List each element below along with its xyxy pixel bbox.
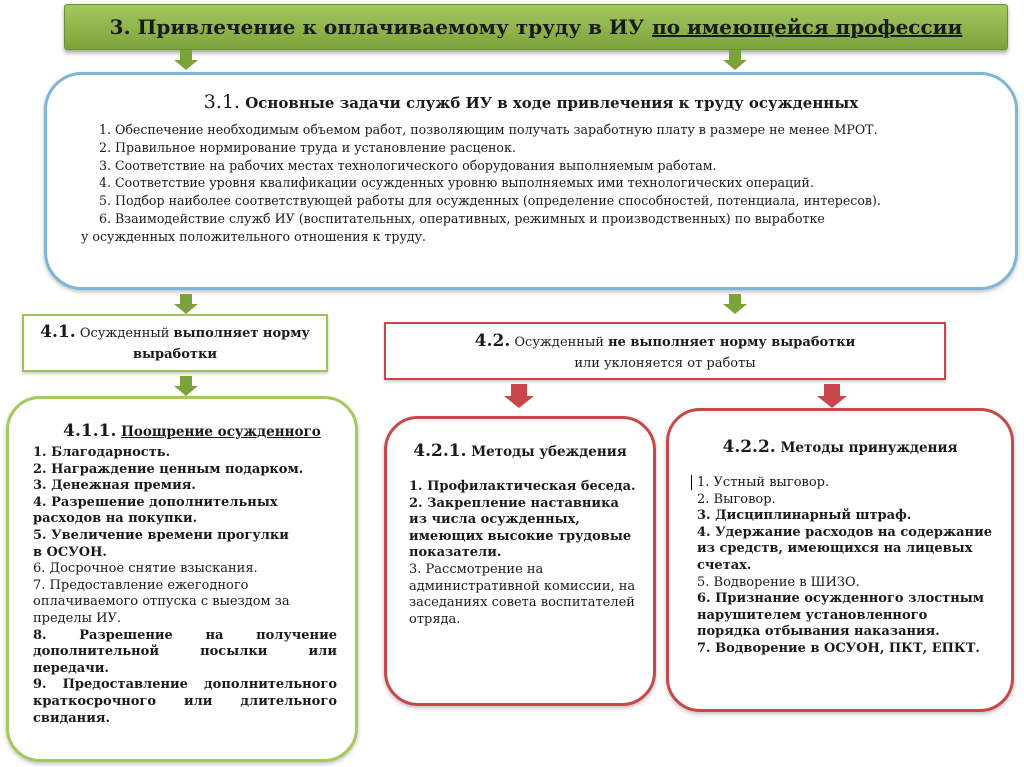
- list-item: 5. Увеличение времени прогулки в ОСУОН.: [33, 527, 289, 560]
- coercion-title-text: Методы принуждения: [780, 440, 958, 456]
- list-item: 4. Разрешение дополнительных расходов на покупки.: [33, 494, 278, 527]
- list-item: 2. Награждение ценным подарком.: [33, 461, 304, 477]
- not-fulfills-line2: или уклоняется от работы: [574, 356, 756, 371]
- header-banner: [64, 4, 1008, 50]
- tasks-number: 3.1.: [203, 91, 240, 113]
- text-cursor: [691, 475, 692, 490]
- list-item: 2. Выговор.: [697, 491, 776, 507]
- rewards-list: [33, 445, 337, 727]
- tasks-title: [47, 91, 1015, 113]
- rewards-number: 4.1.1.: [63, 421, 117, 441]
- list-item: 6. Взаимодействие служб ИУ (воспитательных, оперативных, режимных и производственных) по выработке: [99, 210, 825, 226]
- persuasion-number: 4.2.1.: [413, 441, 467, 461]
- list-item: 3. Дисциплинарный штраф.: [697, 508, 912, 524]
- list-item: 5. Водворение в ШИЗО.: [697, 574, 860, 590]
- list-item: 1. Профилактическая беседа.: [409, 479, 636, 494]
- tasks-title-text: Основные задачи служб ИУ в ходе привлечения к труду осужденных: [245, 94, 859, 112]
- rewards-title: [39, 421, 345, 441]
- list-item: у осужденных положительного отношения к труду.: [81, 228, 427, 244]
- list-item: 2. Правильное нормирование труда и установление расценок.: [99, 139, 516, 155]
- tasks-box: [44, 72, 1018, 290]
- coercion-title: [669, 437, 1011, 457]
- list-item: 5. Подбор наиболее соответствующей работы для осужденных (определение способностей, потенциала, интересов).: [99, 193, 881, 209]
- coercion-box: [666, 408, 1014, 712]
- list-item: 1. Обеспечение необходимым объемом работ, позволяющим получать заработную плату в размере не менее МРОТ.: [99, 122, 878, 137]
- list-item: 3. Рассмотрение на административной комиссии, на заседаниях совета воспитателей отряда.: [409, 561, 636, 627]
- fulfills-bold-text: выполняет норму: [173, 326, 310, 341]
- list-item: 7. Предоставление ежегодного оплачиваемого отпуска с выездом за пределы ИУ.: [33, 577, 290, 626]
- list-item-text: 2. Закрепление наставника из числа осужденных, имеющих высокие трудовые показатели.: [409, 495, 632, 561]
- fulfills-number: 4.1.: [40, 322, 76, 342]
- persuasion-title: [387, 441, 653, 461]
- persuasion-title-text: Методы убеждения: [471, 444, 627, 460]
- not-fulfills-number: 4.2.: [474, 331, 511, 351]
- rewards-box: [6, 396, 358, 762]
- list-item: 3. Соответствие на рабочих местах технологического оборудования выполняемым работам.: [99, 157, 717, 173]
- list-item: 1. Благодарность.: [33, 445, 171, 460]
- coercion-number: 4.2.2.: [722, 437, 776, 457]
- persuasion-box: [384, 416, 656, 706]
- list-item: 6. Признание осужденного злостным нарушителем установленного порядка отбывания наказания.: [697, 591, 985, 640]
- persuasion-list: [409, 479, 637, 628]
- fulfills-line2: выработки: [132, 347, 217, 362]
- list-item: [409, 496, 637, 562]
- coercion-list: [697, 475, 995, 658]
- rewards-title-text: Поощрение осужденного: [121, 424, 321, 440]
- list-item: [697, 475, 995, 492]
- not-fulfills-norm-box: [384, 322, 946, 380]
- list-item: 6. Досрочное снятие взыскания.: [33, 561, 258, 577]
- list-item: 4. Соответствие уровня квалификации осужденных уровню выполняемых ими технологических операций.: [99, 175, 814, 191]
- list-item: 8. Разрешение на получение дополнительной посылки или передачи.: [33, 627, 337, 676]
- banner-text: 3. Привлечение к оплачиваемому труду в ИУ: [109, 15, 645, 39]
- fulfills-text: Осужденный: [79, 326, 170, 341]
- list-item: 9. Предоставление дополнительного краткосрочного или длительного свидания.: [33, 677, 337, 726]
- not-fulfills-text: Осужденный: [514, 335, 604, 350]
- fulfills-norm-box: [22, 314, 328, 372]
- banner-underlined-text: по имеющейся профессии: [652, 15, 963, 39]
- tasks-list: [81, 121, 1001, 246]
- list-item-text: 1. Устный выговор.: [697, 475, 830, 490]
- list-item: 3. Денежная премия.: [33, 478, 196, 494]
- list-item: 7. Водворение в ОСУОН, ПКТ, ЕПКТ.: [697, 640, 980, 656]
- list-item: 4. Удержание расходов на содержание из средств, имеющихся на лицевых счетах.: [697, 524, 992, 573]
- not-fulfills-bold-text: не выполняет норму выработки: [608, 335, 856, 350]
